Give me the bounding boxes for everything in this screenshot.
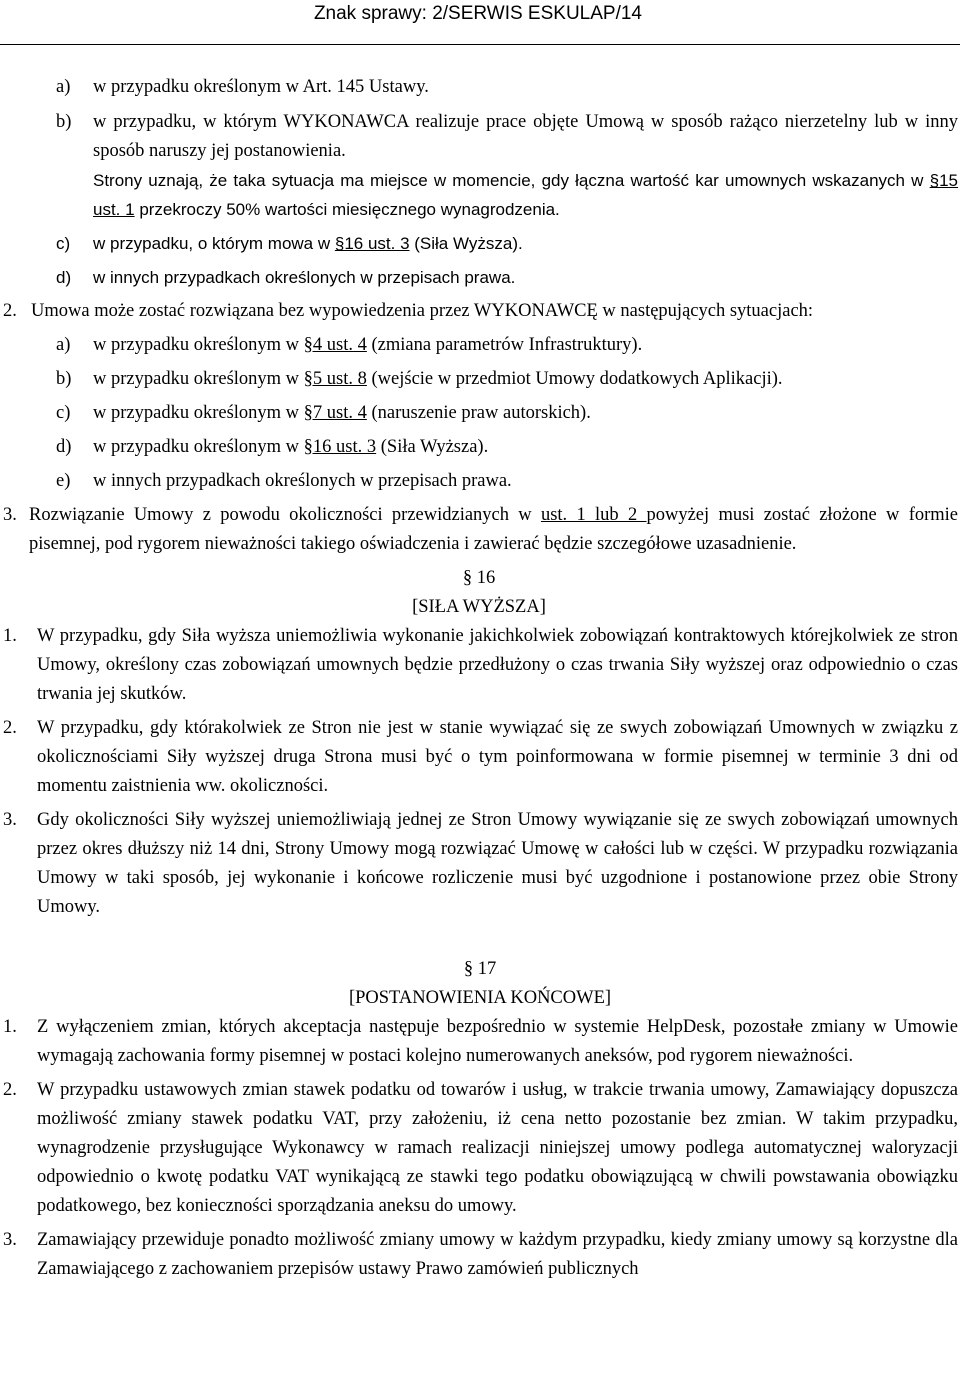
list-item-1c: c) w przypadku, o którym mowa w §16 ust. 3 (Siła Wyższa). bbox=[56, 234, 523, 253]
section-17-item-3: 3. Zamawiający przewiduje ponadto możliwość zmiany umowy w każdym przypadku, kiedy zmiany umowy są korzystne dla Zamawiającego z zachowaniem przepisów ustawy Prawo zamówień publicznych bbox=[3, 1230, 958, 1279]
section-17-item-1: 1. Z wyłączeniem zmian, których akceptacja następuje bezpośrednio w systemie HelpDesk, pozostałe zmiany w Umowie wymagają zachowania formy pisemnej w postaci kolejno numerowanych aneksów, pod rygorem nieważności. bbox=[3, 1017, 958, 1066]
reference-link[interactable]: §16 ust. 3 bbox=[303, 437, 377, 457]
list-item-1a: a) w przypadku określonym w Art. 145 Ustawy. bbox=[56, 77, 429, 97]
document-body bbox=[0, 73, 960, 1284]
reference-link[interactable]: §15 ust. 1 bbox=[93, 171, 958, 219]
paragraph-3: 3. Rozwiązanie Umowy z powodu okoliczności przewidzianych w ust. 1 lub 2 powyżej musi zostać złożone w formie pisemnej, pod rygorem nieważności takiego oświadczenia i zawierać będzie szczegółowe uzasadnienie. bbox=[3, 505, 958, 554]
list-item-1b-continuation: Strony uznają, że taka sytuacja ma miejsce w momencie, gdy łączna wartość kar umownych wskazanych w §15 ust. 1 przekroczy 50% wartości miesięcznego wynagrodzenia. bbox=[93, 171, 958, 219]
reference-link[interactable]: §7 ust. 4 bbox=[303, 403, 367, 423]
section-16-item-3: 3. Gdy okoliczności Siły wyższej uniemożliwiają jednej ze Stron Umowy wywiązanie się ze swych zobowiązań umownych przez okres dłuższy niż 14 dni, Strony Umowy mogą rozwiązać Umowę w całości lub w części. W przypadku rozwiązania Umowy w taki sposób, jej wykonanie i końcowe rozliczenie musi być uzgodnione i postanowione przez obie Strony Umowy. bbox=[3, 810, 958, 917]
list-item-2e: e) w innych przypadkach określonych w przepisach prawa. bbox=[56, 471, 512, 491]
section-17-item-2: 2. W przypadku ustawowych zmian stawek podatku od towarów i usług, w trakcie trwania umowy, Zamawiający dopuszcza możliwość zmiany stawek podatku VAT, przy założeniu, iż cena netto pozostanie bez zmian. W takim przypadku, wynagrodzenie przysługujące Wykonawcy w ramach realizacji niniejszej umowy podlega automatycznej waloryzacji odpowiednio o kwotę podatku VAT wynikającą ze stawki tego podatku obowiązującą w chwili powstawania obowiązku podatkowego, bez konieczności sporządzania aneksu do umowy. bbox=[3, 1080, 958, 1216]
section-17-title: [POSTANOWIENIA KOŃCOWE] bbox=[348, 988, 612, 1008]
reference-link[interactable]: §4 ust. 4 bbox=[303, 335, 367, 355]
section-16-item-1: 1. W przypadku, gdy Siła wyższa uniemożliwia wykonanie jakichkolwiek zobowiązań kontraktowych którejkolwiek ze stron Umowy, określony czas zobowiązań umownych będzie przedłużony o czas trwania Siły wyższej oraz odpowiednio o czas trwania jej skutków. bbox=[3, 626, 958, 704]
page-header bbox=[0, 0, 960, 48]
list-item-1b: b) w przypadku, w którym WYKONAWCA realizuje prace objęte Umową w sposób rażąco nierzetelny lub w inny sposób naruszy jej postanowienia. bbox=[56, 112, 958, 161]
list-item-2b: b) w przypadku określonym w §5 ust. 8 (wejście w przedmiot Umowy dodatkowych Aplikacji). bbox=[56, 369, 783, 389]
section-16-title: [SIŁA WYŻSZA] bbox=[412, 597, 546, 617]
reference-link[interactable]: ust. 1 lub 2 bbox=[540, 505, 647, 525]
section-17-number: § 17 bbox=[463, 959, 497, 979]
section-16-number: § 16 bbox=[462, 568, 496, 588]
paragraph-2: 2. Umowa może zostać rozwiązana bez wypowiedzenia przez WYKONAWCĘ w następujących sytuacjach: bbox=[3, 301, 814, 321]
header-rule bbox=[0, 44, 960, 45]
reference-link[interactable]: §5 ust. 8 bbox=[303, 369, 367, 389]
section-16-item-2: 2. W przypadku, gdy którakolwiek ze Stron nie jest w stanie wywiązać się ze swych zobowiązań Umownych w związku z okolicznościami Siły wyższej druga Strona musi być o tym poinformowana w formie pisemnej w terminie 3 dni od momentu zaistnienia ww. okoliczności. bbox=[3, 718, 958, 796]
case-number: Znak sprawy: 2/SERWIS ESKULAP/14 bbox=[313, 3, 642, 24]
list-item-2a: a) w przypadku określonym w §4 ust. 4 (zmiana parametrów Infrastruktury). bbox=[56, 335, 643, 355]
list-item-2c: c) w przypadku określonym w §7 ust. 4 (naruszenie praw autorskich). bbox=[56, 403, 591, 423]
list-item-1d: d) w innych przypadkach określonych w przepisach prawa. bbox=[56, 268, 516, 287]
reference-link[interactable]: §16 ust. 3 bbox=[334, 234, 410, 253]
list-item-2d: d) w przypadku określonym w §16 ust. 3 (Siła Wyższa). bbox=[56, 437, 489, 457]
